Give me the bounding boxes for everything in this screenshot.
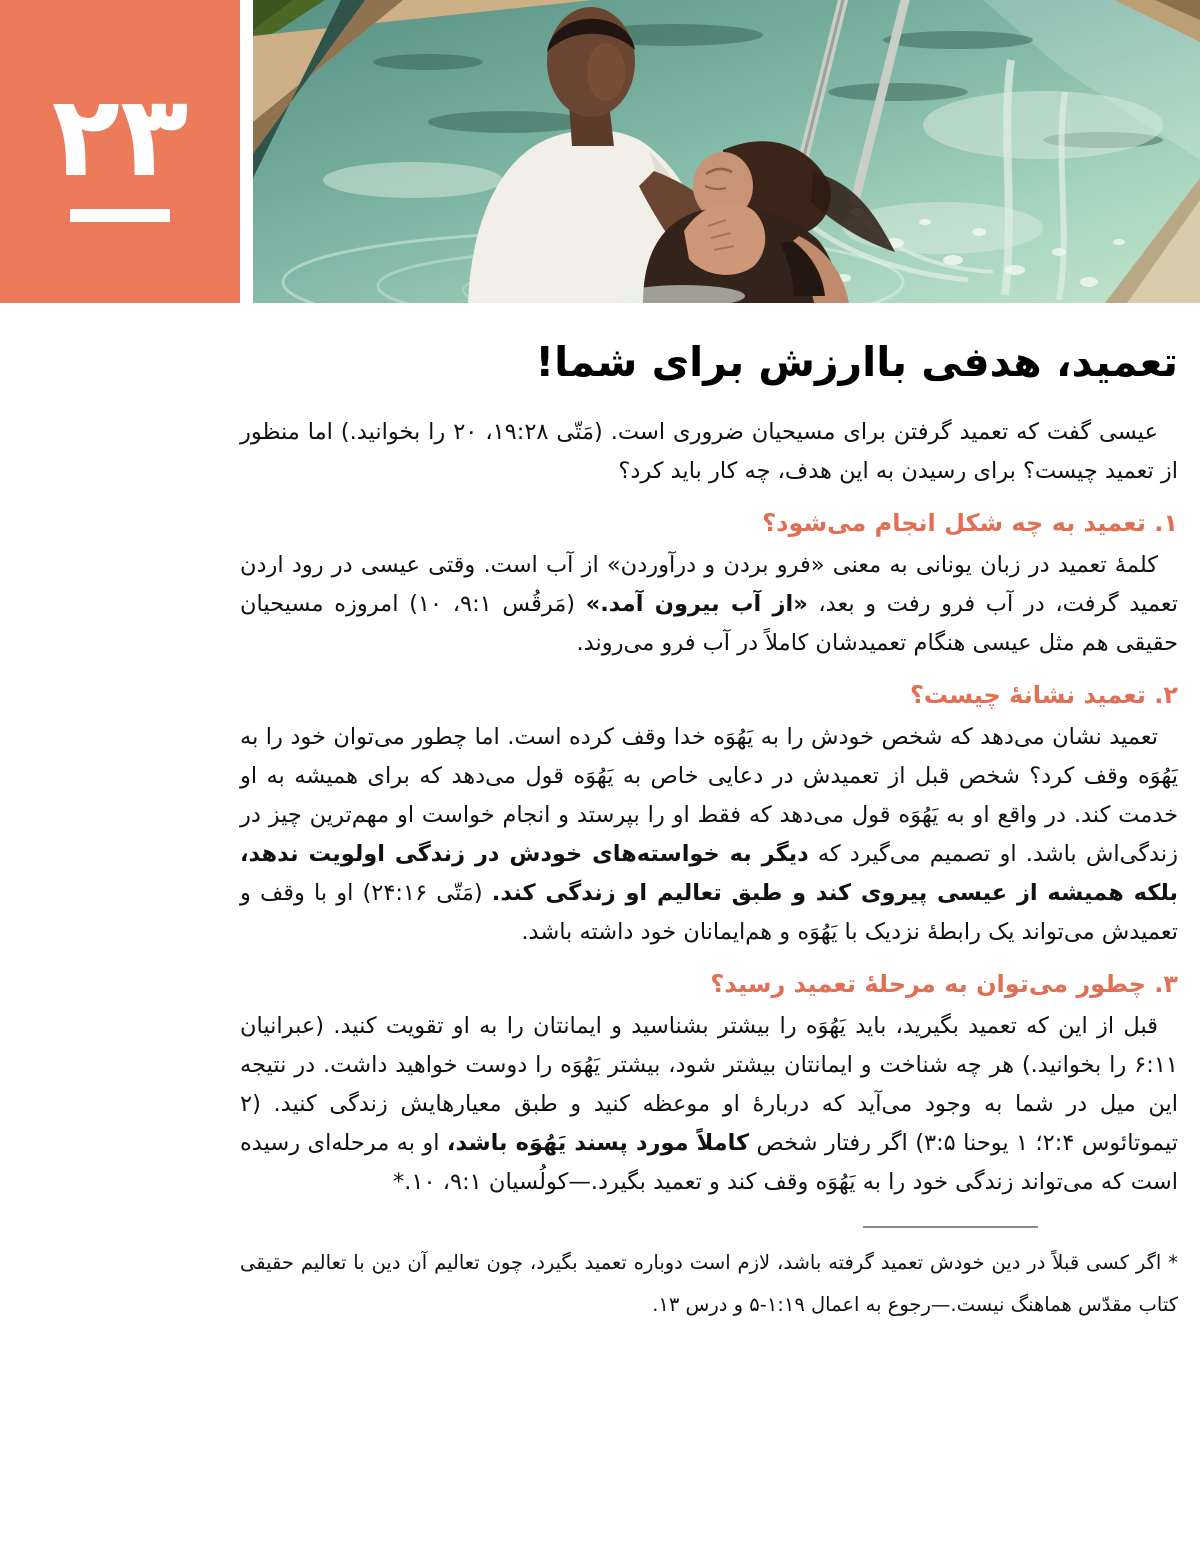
emphasized-text: «از آب بیرون آمد.» — [585, 591, 808, 618]
section-paragraph-3 — [240, 1007, 1178, 1202]
emphasized-text: کاملاً مورد پسند یَهُوَه باشد، — [446, 1130, 750, 1157]
baptism-photo — [253, 0, 1200, 303]
section-paragraph-2 — [240, 718, 1178, 952]
question-heading-3: ۳. چطور می‌توان به مرحلهٔ تعمید رسید؟ — [710, 970, 1178, 999]
paragraph-text: تعمید نشان می‌دهد که شخص خودش را به یَهُوَه خدا وقف کرده است. اما چطور می‌توان خود را به یَهُوَه وقف کرد؟ شخص قبل از تعمیدش در دعایی خاص به یَهُوَه قول می‌دهد که برای همیشه به او خدمت کند. در واقع او به یَهُوَه قول می‌دهد که فقط او را بپرستد و انجام خواست او مهم‌ترین چیز در زندگی‌اش باشد. او تصمیم می‌گیرد که — [240, 724, 1178, 868]
footnote-divider — [863, 1226, 1038, 1228]
paragraph-text: کلمهٔ تعمید در زبان یونانی به معنی «فرو بردن و درآوردن» از آب است. وقتی عیسی در رود اردن تعمید گرفت، در آب فرو رفت و بعد، — [240, 552, 1178, 618]
emphasized-text: دیگر به خواسته‌های خودش در زندگی اولویت ندهد، بلکه همیشه از عیسی پیروی کند و طبق تعالیم او زندگی کند. — [240, 841, 1178, 907]
baptizer-face-light — [587, 43, 625, 101]
footnote — [240, 1242, 1178, 1326]
lesson-number-underline — [70, 209, 170, 222]
lesson-number-badge — [0, 0, 240, 303]
question-heading-1: ۱. تعمید به چه شکل انجام می‌شود؟ — [762, 509, 1178, 538]
paragraph-text: (مَتّی ۲۴:۱۶) او با وقف و تعمیدش می‌تواند یک رابطهٔ نزدیک با یَهُوَه و هم‌ایمانان خود داشته باشد. — [240, 880, 1178, 946]
footnote-marker: * — [1168, 1251, 1178, 1275]
lesson-content — [240, 336, 1178, 1326]
page-title: تعمید، هدفی باارزش برای شما! — [535, 338, 1178, 386]
question-heading-2: ۲. تعمید نشانهٔ چیست؟ — [909, 681, 1178, 710]
sections — [240, 507, 1178, 1202]
footnote-text: اگر کسی قبلاً در دین خودش تعمید گرفته باشد، لازم است دوباره تعمید بگیرد، چون تعالیم آن دین با تعالیم حقیقی کتاب مقدّس هماهنگ نیست.—رجوع به اعمال ۱:۱۹-۵ و درس ۱۳. — [240, 1251, 1178, 1317]
paragraph-text: قبل از این که تعمید بگیرید، باید یَهُوَه را بیشتر بشناسید و ایمانتان را به او تقویت کنید. (عبرانیان ۶:۱۱ را بخوانید.) هر چه شناخت و ایمانتان بیشتر شود، بیشتر یَهُوَه را دوست خواهید داشت. در نتیجه این میل در شما به وجود می‌آید که دربارهٔ او موعظه کنید و طبق معیارهایش زندگی کنید. (۲ تیموتائوس ۲:۴؛ ۱ یوحنا ۳:۵) اگر رفتار شخص — [240, 1013, 1178, 1157]
intro-paragraph: عیسی گفت که تعمید گرفتن برای مسیحیان ضروری است. (مَتّی ۱۹:۲۸، ۲۰ را بخوانید.) اما منظور از تعمید چیست؟ برای رسیدن به این هدف، چه کار باید کرد؟ — [240, 419, 1178, 485]
paragraph-text: او به مرحله‌ای رسیده است که می‌تواند زندگی خود را به یَهُوَه وقف کند و تعمید بگیرد.—کولُسیان ۹:۱، ۱۰.* — [240, 1130, 1178, 1196]
paragraph-text: (مَرقُس ۹:۱، ۱۰) امروزه مسیحیان حقیقی هم مثل عیسی هنگام تعمیدشان کاملاً در آب فرو می‌روند. — [240, 591, 1178, 657]
section-paragraph-1 — [240, 546, 1178, 663]
lesson-number: ۲۳ — [51, 72, 189, 202]
baptism-photo-illustration — [253, 0, 1200, 303]
